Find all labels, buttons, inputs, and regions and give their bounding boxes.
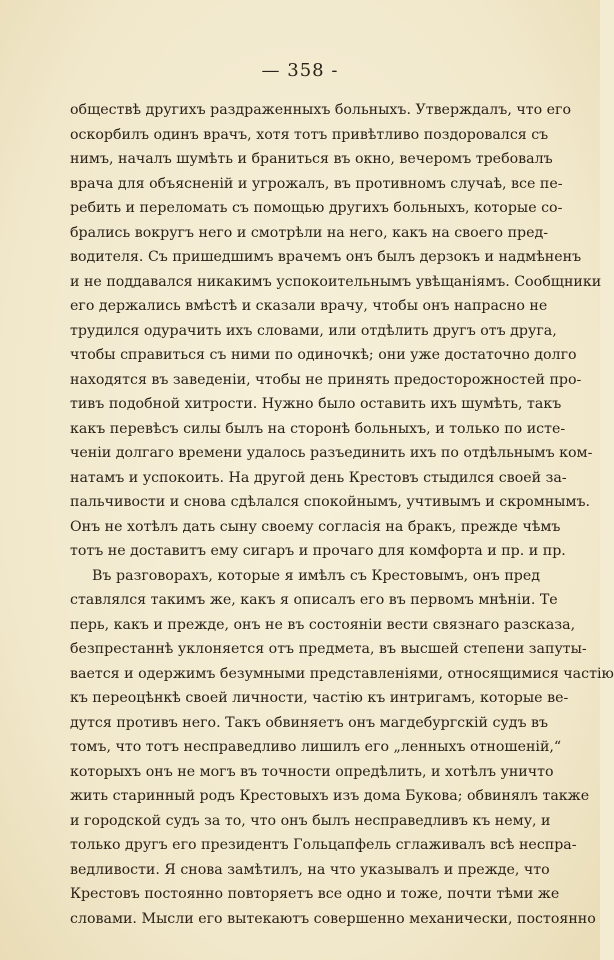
text-line: которыхъ онъ не могъ въ точности опредѣлить, и хотѣлъ уничто: [70, 763, 554, 780]
text-line: натамъ и успокоить. На другой день Крестовъ стыдился своей за-: [70, 469, 567, 486]
text-line: трудился одурачить ихъ словами, или отдѣлить другъ отъ друга,: [70, 322, 557, 339]
text-line: Онъ не хотѣлъ дать сыну своему согласія на бракъ, прежде чѣмъ: [70, 518, 561, 535]
text-line: тотъ не доставитъ ему сигаръ и прочаго для комфорта и пр. и пр.: [70, 543, 566, 559]
text-line: оскорбилъ одинъ врачъ, хотя тотъ привѣтливо поздоровался съ: [70, 126, 549, 143]
text-line: нимъ, началъ шумѣть и браниться въ окно, вечеромъ требовалъ: [70, 151, 553, 167]
text-line: словами. Мысли его вытекаютъ совершенно механически, постоянно: [70, 910, 596, 927]
text-line: тивъ подобной хитрости. Нужно было оставить ихъ шумѣть, такъ: [70, 396, 562, 412]
text-line: и городской судъ за то, что онъ былъ несправедливъ къ нему, и: [70, 812, 551, 829]
text-line: безпрестаннѣ уклоняется отъ предмета, въ высшей степени запуты-: [70, 641, 587, 657]
text-line: ребить и переломать съ помощью другихъ больныхъ, которые со-: [70, 200, 563, 216]
text-line: вается и одержимъ безумными представленіями, относящимися частію: [70, 665, 614, 682]
text-line: жить старинный родъ Крестовыхъ изъ дома Букова; обвинялъ также: [70, 788, 590, 804]
text-line: перь, какъ и прежде, онъ не въ состояніи вести связнаго разсказа,: [70, 616, 576, 633]
text-line: брались вокругъ него и смотрѣли на него, какъ на своего пред-: [70, 224, 549, 241]
body-text: [70, 98, 614, 931]
text-line: врача для объясненій и угрожалъ, въ противномъ случаѣ, все пе-: [70, 175, 563, 192]
text-line: къ переоцѣнкѣ своей личности, частію къ интригамъ, которые ве-: [70, 690, 569, 706]
text-line: водителя. Съ пришедшимъ врачемъ онъ былъ дерзокъ и надмѣненъ: [70, 249, 582, 265]
text-line: и не поддавался никакимъ успокоительнымъ увѣщаніямъ. Сообщники: [70, 273, 602, 290]
text-line: Крестовъ постоянно повторяетъ все одно и тоже, почти тѣми же: [70, 886, 560, 902]
text-line: чтобы справиться съ ними по одиночкѣ; они уже достаточно долго: [70, 347, 577, 363]
text-line: какъ перевѣсъ силы былъ на сторонѣ больныхъ, и только по исте-: [70, 420, 566, 437]
text-line: дутся противъ него. Такъ обвиняетъ онъ магдебургскій судъ въ: [70, 714, 549, 731]
text-line: пальчивости и снова сдѣлался спокойнымъ, учтивымъ и скромнымъ.: [70, 494, 591, 510]
paragraph-start-line: Въ разговорахъ, которые я имѣлъ съ Крестовымъ, онъ пред: [92, 567, 540, 584]
text-line: ставлялся такимъ же, какъ я описалъ его въ первомъ мнѣніи. Те: [70, 592, 558, 608]
text-line: только другъ его президентъ Гольцапфель сглаживалъ всѣ неспра-: [70, 837, 577, 853]
text-line: обществѣ другихъ раздраженныхъ больныхъ. Утверждалъ, что его: [70, 102, 571, 118]
text-line: его держались вмѣстѣ и сказали врачу, чтобы онъ напрасно не: [70, 298, 548, 314]
page-number: — 358 -: [261, 60, 339, 81]
text-line: находятся въ заведеніи, чтобы не принять предосторожностей про-: [70, 371, 582, 388]
text-line: ведливости. Я снова замѣтилъ, на что указывалъ и прежде, что: [70, 861, 550, 878]
text-line: томъ, что тотъ несправедливо лишилъ его „ленныхъ отношеній,“: [70, 739, 562, 755]
text-line: ченіи долгаго времени удалось разъединить ихъ по отдѣльнымъ ком-: [70, 445, 593, 461]
